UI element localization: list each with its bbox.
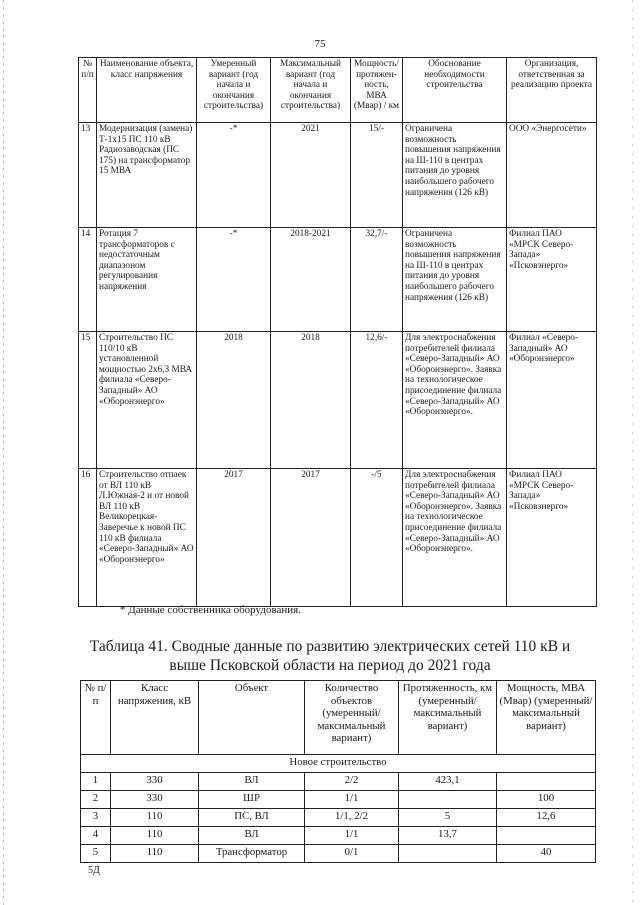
row-name: Ротация 7 трансформаторов с недостаточным диапазоном регулирования напряжения bbox=[97, 228, 197, 332]
table-row bbox=[81, 809, 596, 827]
table-row bbox=[79, 469, 597, 607]
row-maximal: 2017 bbox=[271, 469, 351, 607]
header-moderate: Умеренный вариант (год начала и окончания строительства) bbox=[197, 58, 271, 123]
table-row bbox=[81, 827, 596, 845]
header-name: Наименование объекта, класс напряжения bbox=[97, 58, 197, 123]
scan-edge-right bbox=[632, 0, 633, 905]
header-num: № п/п bbox=[81, 681, 111, 755]
row-maximal: 2018 bbox=[271, 332, 351, 469]
header-count: Количество объектов (умеренный/ максимальный вариант) bbox=[305, 681, 399, 755]
table-row bbox=[79, 123, 597, 228]
row-count: 1/1 bbox=[305, 827, 399, 845]
header-num: № п/п bbox=[79, 58, 97, 123]
header-maximal: Максимальный вариант (год начала и окончания строительства) bbox=[271, 58, 351, 123]
row-voltage: 110 bbox=[111, 809, 199, 827]
row-length bbox=[399, 791, 497, 809]
row-maximal: 2018-2021 bbox=[271, 228, 351, 332]
table-row bbox=[81, 791, 596, 809]
header-voltage: Класс напряжения, кВ bbox=[111, 681, 199, 755]
row-num: 14 bbox=[79, 228, 97, 332]
table-row bbox=[79, 332, 597, 469]
row-moderate: 2018 bbox=[197, 332, 271, 469]
row-num: 2 bbox=[81, 791, 111, 809]
row-count: 1/1, 2/2 bbox=[305, 809, 399, 827]
row-capacity bbox=[497, 773, 596, 791]
row-maximal: 2021 bbox=[271, 123, 351, 228]
row-power: -/5 bbox=[351, 469, 403, 607]
row-moderate: -* bbox=[197, 123, 271, 228]
header-capacity: Мощность, МВА (Мвар) (умеренный/ максимальный вариант) bbox=[497, 681, 596, 755]
row-object: ПС, ВЛ bbox=[199, 809, 305, 827]
footnote: * Данные собственника оборудования. bbox=[120, 604, 301, 616]
row-num: 1 bbox=[81, 773, 111, 791]
row-object: Трансформатор bbox=[199, 845, 305, 863]
row-org: Филиал «Северо-Западный» АО «Оборонэнерго» bbox=[507, 332, 597, 469]
row-reason: Ограничена возможность повышения напряжения на Ш-110 в центрах питания до уровня наибольшего рабочего напряжения (126 кВ) bbox=[403, 123, 507, 228]
row-length: 423,1 bbox=[399, 773, 497, 791]
projects-table bbox=[78, 57, 597, 607]
row-moderate: -* bbox=[197, 228, 271, 332]
row-object: ВЛ bbox=[199, 827, 305, 845]
table-header-row bbox=[81, 681, 596, 755]
row-voltage: 330 bbox=[111, 773, 199, 791]
summary-table bbox=[80, 680, 596, 863]
row-count: 0/1 bbox=[305, 845, 399, 863]
row-voltage: 330 bbox=[111, 791, 199, 809]
table-row bbox=[81, 773, 596, 791]
row-length bbox=[399, 845, 497, 863]
section-row bbox=[81, 755, 596, 773]
row-num: 5 bbox=[81, 845, 111, 863]
scan-edge-left bbox=[3, 0, 4, 905]
row-moderate: 2017 bbox=[197, 469, 271, 607]
row-length: 5 bbox=[399, 809, 497, 827]
row-power: 15/- bbox=[351, 123, 403, 228]
row-object: ВЛ bbox=[199, 773, 305, 791]
header-object: Объект bbox=[199, 681, 305, 755]
row-num: 13 bbox=[79, 123, 97, 228]
row-voltage: 110 bbox=[111, 845, 199, 863]
row-capacity: 40 bbox=[497, 845, 596, 863]
row-org: ООО «Энергосети» bbox=[507, 123, 597, 228]
row-num: 4 bbox=[81, 827, 111, 845]
table-title: Таблица 41. Сводные данные по развитию электрических сетей 110 кВ и выше Псковской области на период до 2021 года bbox=[89, 638, 571, 674]
row-capacity bbox=[497, 827, 596, 845]
corner-mark: 5Д bbox=[88, 865, 100, 876]
table-row bbox=[79, 228, 597, 332]
row-power: 32,7/- bbox=[351, 228, 403, 332]
row-power: 12,6/- bbox=[351, 332, 403, 469]
row-reason: Для электроснабжения потребителей филиала «Северо-Западный» АО «Оборонэнерго». Заявка на технологическое присоединение филиала «Северо-Западный» АО «Оборонэнерго». bbox=[403, 332, 507, 469]
row-num: 15 bbox=[79, 332, 97, 469]
row-capacity: 100 bbox=[497, 791, 596, 809]
header-org: Организация, ответственная за реализацию проекта bbox=[507, 58, 597, 123]
row-name: Модернизация (замена) Т-1х15 ПС 110 кВ Радиозаводская (ПС 175) на трансформатор 15 МВА bbox=[97, 123, 197, 228]
row-reason: Для электроснабжения потребителей филиала «Северо-Западный» АО «Оборонэнерго». Заявка на технологическое присоединение филиала «Северо-Западный» АО «Оборонэнерго». bbox=[403, 469, 507, 607]
row-length: 13,7 bbox=[399, 827, 497, 845]
header-reason: Обоснование необходимости строительства bbox=[403, 58, 507, 123]
row-num: 3 bbox=[81, 809, 111, 827]
row-capacity: 12,6 bbox=[497, 809, 596, 827]
row-name: Строительство отпаек от ВЛ 110 кВ Л.Южная-2 и от новой ВЛ 110 кВ Великорецкая-Заверечье к новой ПС 110 кВ филиала «Северо-Западный» АО «Оборонэнерго» bbox=[97, 469, 197, 607]
row-count: 2/2 bbox=[305, 773, 399, 791]
row-num: 16 bbox=[79, 469, 97, 607]
row-voltage: 110 bbox=[111, 827, 199, 845]
section-label: Новое строительство bbox=[81, 755, 596, 773]
row-org: Филиал ПАО «МРСК Северо-Запада» «Псковэнерго» bbox=[507, 469, 597, 607]
row-count: 1/1 bbox=[305, 791, 399, 809]
row-name: Строительство ПС 110/10 кВ установленной мощностью 2х6,3 МВА филиала «Северо-Западный» АО «Оборонэнерго» bbox=[97, 332, 197, 469]
page-number: 75 bbox=[314, 38, 326, 50]
header-length: Протяженность, км (умеренный/ максимальный вариант) bbox=[399, 681, 497, 755]
table-header-row bbox=[79, 58, 597, 123]
row-org: Филиал ПАО «МРСК Северо-Запада» «Псковэнерго» bbox=[507, 228, 597, 332]
row-reason: Ограничена возможность повышения напряжения на Ш-110 в центрах питания до уровня наибольшего рабочего напряжения (126 кВ) bbox=[403, 228, 507, 332]
row-object: ШР bbox=[199, 791, 305, 809]
table-row bbox=[81, 845, 596, 863]
header-power: Мощность/ протяжен- ность, МВА (Мвар) / км bbox=[351, 58, 403, 123]
